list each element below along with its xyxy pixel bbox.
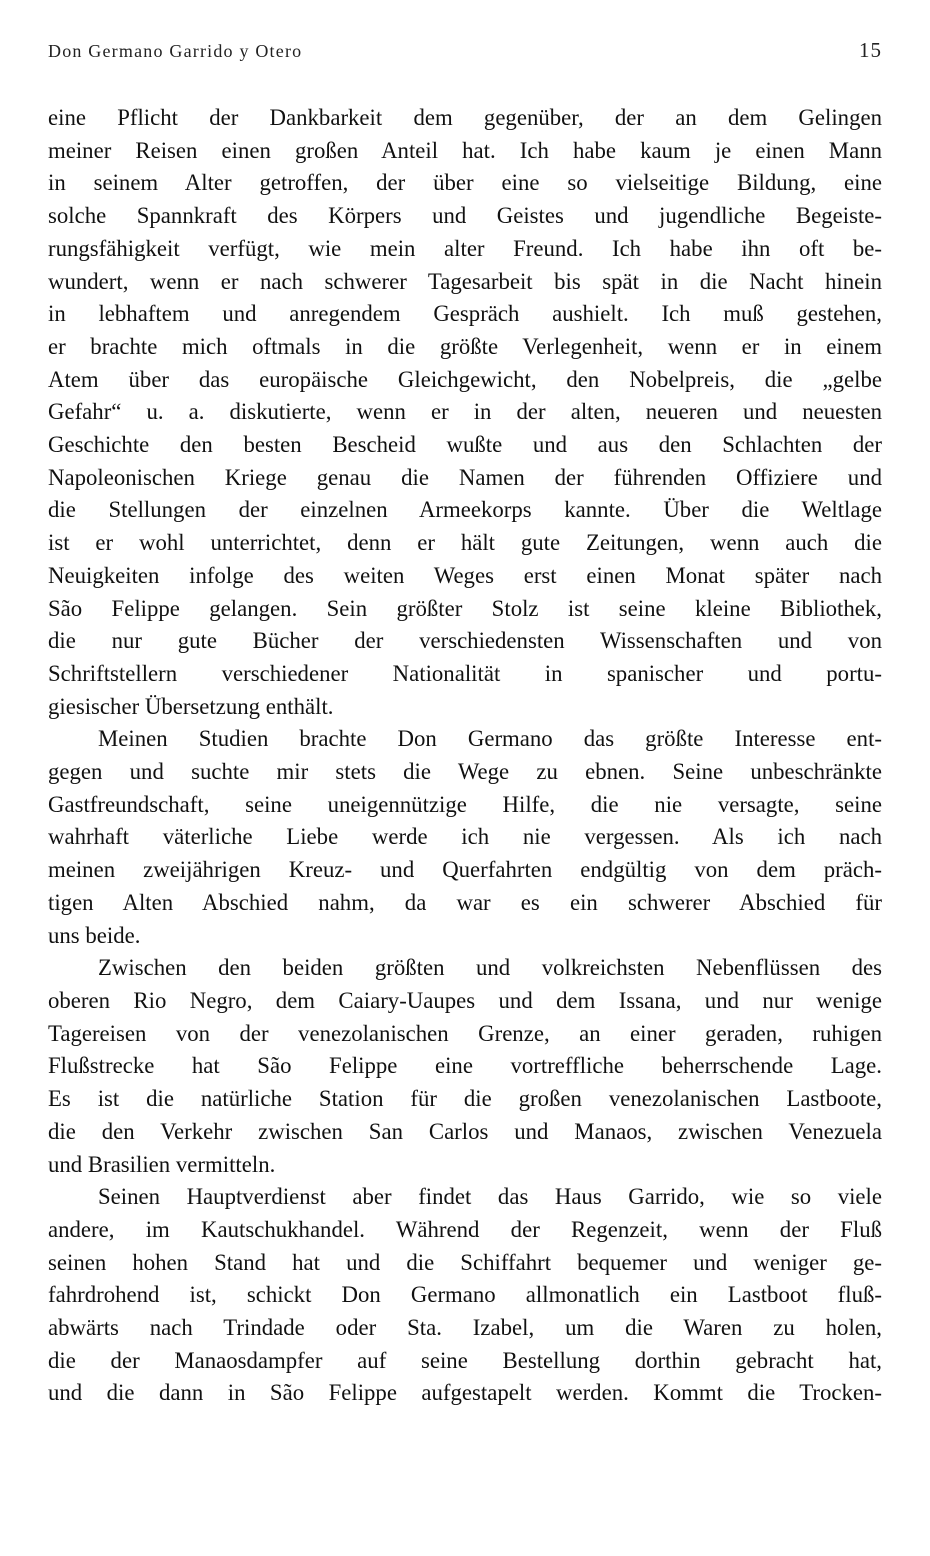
running-title: Don Germano Garrido y Otero [48, 41, 303, 61]
text-line: und die dann in São Felippe aufgestapelt werden. Kommt die Trocken- [48, 1380, 882, 1406]
text-line: uns beide. [48, 922, 141, 948]
text-line: Flußstrecke hat São Felippe eine vortreffliche beherrschende Lage. [48, 1053, 882, 1079]
text-line: die der Manaosdampfer auf seine Bestellung dorthin gebracht hat, [48, 1347, 882, 1373]
text-line: in lebhaftem und anregendem Gespräch aushielt. Ich muß gestehen, [48, 301, 882, 327]
text-line: São Felippe gelangen. Sein größter Stolz ist seine kleine Bibliothek, [48, 595, 882, 621]
text-line: Zwischen den beiden größten und volkreichsten Nebenflüssen des [98, 955, 882, 981]
text-line: Schriftstellern verschiedener Nationalität in spanischer und portu- [48, 660, 882, 686]
paragraph [48, 952, 882, 1181]
text-line: oberen Rio Negro, dem Caiary-Uaupes und dem Issana, und nur wenige [48, 987, 882, 1013]
text-line: rungsfähigkeit verfügt, wie mein alter Freund. Ich habe ihn oft be- [48, 235, 882, 261]
text-line: meinen zweijährigen Kreuz- und Querfahrten endgültig von dem präch- [48, 857, 882, 883]
text-line: Geschichte den besten Bescheid wußte und aus den Schlachten der [48, 432, 882, 458]
text-line: eine Pflicht der Dankbarkeit dem gegenüber, der an dem Gelingen [48, 105, 882, 130]
text-line: fahrdrohend ist, schickt Don Germano allmonatlich ein Lastboot fluß- [48, 1282, 882, 1308]
page-number: 15 [859, 38, 882, 62]
body-text [48, 102, 882, 1410]
text-line: in seinem Alter getroffen, der über eine so vielseitige Bildung, eine [48, 170, 882, 196]
text-line: die nur gute Bücher der verschiedensten Wissenschaften und von [48, 628, 882, 654]
text-line: seinen hohen Stand hat und die Schiffahrt bequemer und weniger ge- [48, 1249, 882, 1275]
book-page [48, 38, 882, 1410]
text-line: Napoleonischen Kriege genau die Namen der führenden Offiziere und [48, 464, 882, 490]
text-line: Seinen Hauptverdienst aber findet das Haus Garrido, wie so viele [98, 1184, 882, 1210]
running-head [48, 38, 882, 74]
text-line: Es ist die natürliche Station für die großen venezolanischen Lastboote, [48, 1086, 882, 1112]
paragraph [48, 102, 882, 723]
paragraph [48, 723, 882, 952]
text-line: andere, im Kautschukhandel. Während der Regenzeit, wenn der Fluß [48, 1216, 882, 1242]
text-line: Gastfreundschaft, seine uneigennützige Hilfe, die nie versagte, seine [48, 791, 882, 817]
text-line: wahrhaft väterliche Liebe werde ich nie vergessen. Als ich nach [48, 824, 882, 850]
paragraph [48, 1181, 882, 1410]
text-line: wundert, wenn er nach schwerer Tagesarbeit bis spät in die Nacht hinein [48, 268, 882, 294]
text-line: und Brasilien vermitteln. [48, 1151, 276, 1177]
text-line: Gefahr“ u. a. diskutierte, wenn er in der alten, neueren und neuesten [48, 399, 882, 425]
text-line: er brachte mich oftmals in die größte Verlegenheit, wenn er in einem [48, 333, 882, 359]
text-line: Neuigkeiten infolge des weiten Weges erst einen Monat später nach [48, 562, 882, 588]
text-line: tigen Alten Abschied nahm, da war es ein schwerer Abschied für [48, 889, 882, 915]
text-line: abwärts nach Trindade oder Sta. Izabel, um die Waren zu holen, [48, 1315, 882, 1341]
text-line: giesischer Übersetzung enthält. [48, 693, 334, 719]
text-line: solche Spannkraft des Körpers und Geistes und jugendliche Begeiste- [48, 203, 882, 229]
text-line: die Stellungen der einzelnen Armeekorps kannte. Über die Weltlage [48, 497, 882, 523]
text-line: Tagereisen von der venezolanischen Grenze, an einer geraden, ruhigen [48, 1020, 882, 1046]
text-line: Meinen Studien brachte Don Germano das größte Interesse ent- [98, 726, 882, 752]
text-line: ist er wohl unterrichtet, denn er hält gute Zeitungen, wenn auch die [48, 530, 882, 556]
text-line: die den Verkehr zwischen San Carlos und Manaos, zwischen Venezuela [48, 1118, 882, 1144]
text-line: gegen und suchte mir stets die Wege zu ebnen. Seine unbeschränkte [48, 759, 882, 785]
text-line: Atem über das europäische Gleichgewicht, den Nobelpreis, die „gelbe [48, 366, 882, 392]
text-line: meiner Reisen einen großen Anteil hat. Ich habe kaum je einen Mann [48, 137, 882, 163]
